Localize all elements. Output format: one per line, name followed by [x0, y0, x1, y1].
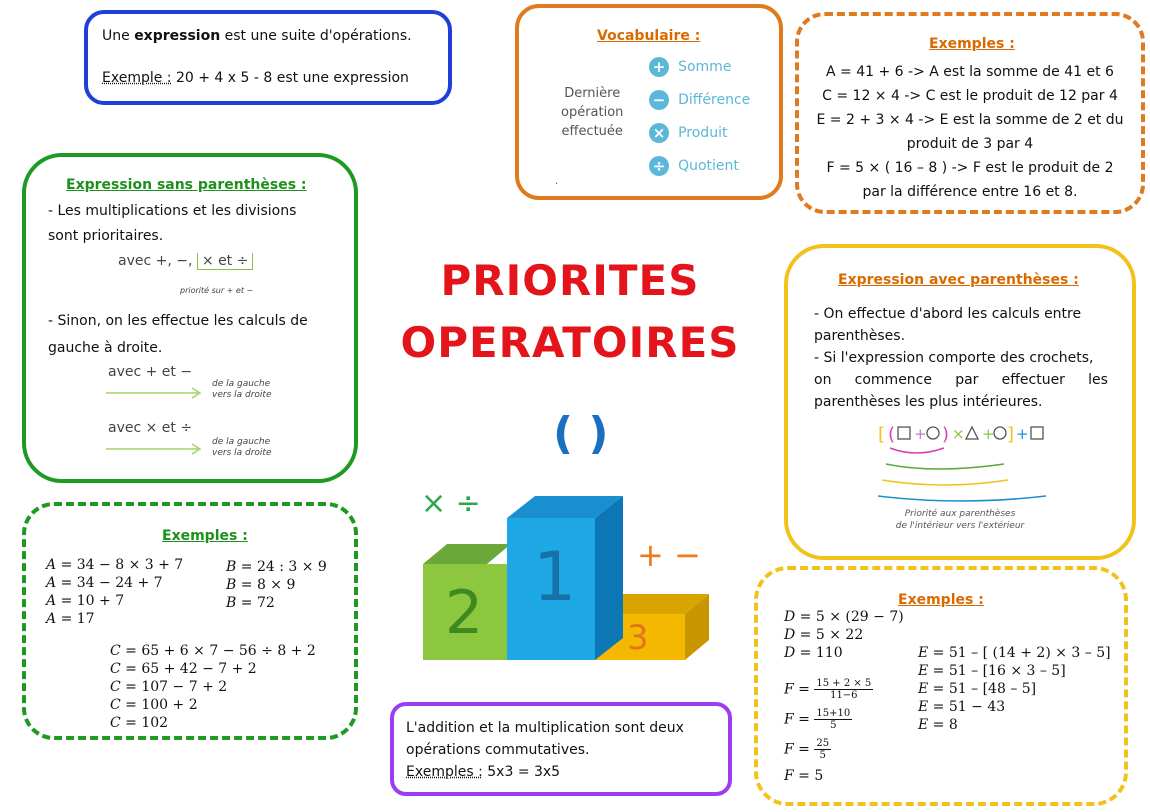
definition-example: Exemple : 20 + 4 x 5 - 8 est une expression — [102, 70, 409, 86]
rule-1-line-2: sont prioritaires. — [48, 228, 164, 244]
examples-top-title: Exemples : — [929, 36, 1015, 52]
nested-parentheses-diagram — [876, 418, 1056, 502]
svg-text:]: ] — [1007, 424, 1015, 445]
example-c: C = 65 + 6 × 7 − 56 ÷ 8 + 2 C = 65 + 42 − 7 + 2 C = 107 − 7 + 2 C = 100 + 2 C = 102 — [110, 643, 316, 731]
avec-rule-2-line-2: on commence par effectuer les — [814, 372, 1108, 388]
vocabulary-left-label: Dernière opération effectuée — [561, 86, 624, 139]
commutative-line-1: L'addition et la multiplication sont deux — [406, 720, 684, 736]
example-f: F = $\frac{15 + 2 \times 5}{11-6}$ F = $\frac{15+10}{5}$ F = $\frac{25}{5}$ F = 5 — [784, 678, 872, 784]
podium-third: 3 — [627, 618, 649, 658]
times-icon: × — [649, 123, 669, 143]
priorite-caption: priorité sur + et − — [180, 286, 254, 295]
svg-text:+: + — [914, 425, 927, 443]
svg-text:(: ( — [888, 424, 896, 445]
rule-2-line-2: gauche à droite. — [48, 340, 163, 356]
examples-right-box — [754, 566, 1128, 806]
rule-2-line-1: - Sinon, on les effectue les calculs de — [48, 313, 308, 329]
podium-ops-left: × ÷ — [421, 486, 481, 521]
main-title — [370, 250, 770, 374]
commutative-box — [390, 702, 732, 796]
vocabulary-box — [515, 4, 783, 200]
priority-ops: × et ÷ — [197, 253, 253, 270]
svg-text:+: + — [1016, 425, 1029, 443]
parentheses-symbol: ( ) — [553, 408, 609, 459]
avec-ops: avec +, −, × et ÷ — [118, 253, 253, 270]
minus-icon: − — [649, 90, 669, 110]
example-e: E = 51 – [ (14 + 2) × 3 – 5] E = 51 – [16 × 3 – 5] E = 51 – [48 – 5] E = 51 − 43 E = 8 — [918, 645, 1111, 733]
avec-rule-2-line-1: - Si l'expression comporte des crochets, — [814, 350, 1094, 366]
definition-text: Une expression est une suite d'opérations. — [102, 28, 412, 44]
commutative-example: Exemples : 5x3 = 3x5 — [406, 764, 561, 780]
arrow-right-icon — [106, 387, 206, 399]
arrow-1-label: avec + et − — [108, 364, 193, 380]
avec-rule-2-line-3: parenthèses les plus intérieures. — [814, 394, 1043, 410]
avec-parentheses-box — [784, 244, 1136, 560]
arrow-2-direction: de la gauche vers la droite — [212, 437, 272, 458]
vocabulary-title: Vocabulaire : — [597, 28, 701, 44]
main-title-line-2: OPERATOIRES — [400, 318, 740, 367]
examples-left-box — [22, 502, 358, 740]
vocabulary-dot: . — [555, 176, 559, 187]
examples-left-title: Exemples : — [162, 528, 248, 544]
divide-icon: ÷ — [649, 156, 669, 176]
examples-right-title: Exemples : — [898, 592, 984, 608]
main-title-line-1: PRIORITES — [440, 256, 700, 305]
commutative-line-2: opérations commutatives. — [406, 742, 590, 758]
vocab-item-difference: − Différence — [649, 89, 750, 111]
sans-parentheses-box — [22, 153, 358, 483]
example-a: A = 34 − 8 × 3 + 7 A = 34 − 24 + 7 A = 10 + 7 A = 17 — [46, 557, 184, 627]
svg-text:×: × — [952, 425, 965, 443]
svg-text:): ) — [942, 424, 950, 445]
vocab-item-quotient: ÷ Quotient — [649, 155, 739, 177]
rule-1-line-1: - Les multiplications et les divisions — [48, 203, 297, 219]
podium-ops-right: + − — [637, 536, 701, 574]
definition-box — [84, 10, 452, 105]
svg-text:+: + — [982, 425, 995, 443]
avec-rule-1-line-2: parenthèses. — [814, 328, 906, 344]
podium-first: 1 — [533, 538, 577, 617]
svg-text:[: [ — [878, 424, 886, 445]
vocab-item-produit: × Produit — [649, 122, 727, 144]
example-d: D = 5 × (29 − 7) D = 5 × 22 D = 110 — [784, 609, 904, 661]
arrow-1-direction: de la gauche vers la droite — [212, 379, 272, 400]
sans-parentheses-title: Expression sans parenthèses : — [66, 177, 307, 193]
arrow-2-label: avec × et ÷ — [108, 420, 193, 436]
avec-parentheses-title: Expression avec parenthèses : — [838, 272, 1079, 288]
vocab-item-somme: + Somme — [649, 56, 731, 78]
arrow-right-icon — [106, 443, 206, 455]
avec-rule-1-line-1: - On effectue d'abord les calculs entre — [814, 306, 1082, 322]
examples-top-box — [795, 12, 1145, 214]
plus-icon: + — [649, 57, 669, 77]
examples-top-lines: A = 41 + 6 -> A est la somme de 41 et 6 C = 12 × 4 -> C est le produit de 12 par 4 E = 2 + 3 × 4 -> E est la somme de 2 et du produit de 3 par 4 F = 5 × ( 16 – 8 ) -> F est le produit de 2 par la différence entre 16 et 8. — [816, 64, 1124, 200]
example-b: B = 24 : 3 × 9 B = 8 × 9 B = 72 — [226, 559, 327, 611]
podium-second: 2 — [445, 578, 484, 648]
podium-illustration — [405, 478, 725, 678]
avec-parentheses-caption: Priorité aux parenthèses de l'intérieur vers l'extérieur — [895, 509, 1025, 531]
